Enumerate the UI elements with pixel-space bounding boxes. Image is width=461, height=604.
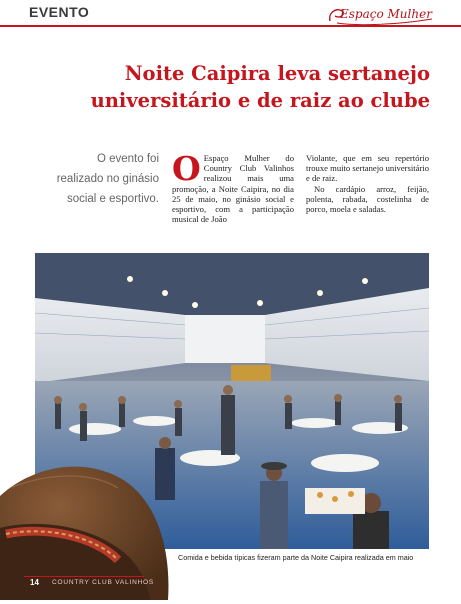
body-paragraph-3: No cardápio arroz, feijão, polenta, rabada, costelinha de porco, moela e saladas. [306, 183, 429, 215]
logo-text: Espaço Mulher [340, 7, 432, 21]
headline-line-2: universitário e de raiz ao clube [90, 89, 430, 112]
photo-caption: Comida e bebida típicas fizeram parte da Noite Caipira realizada em maio [178, 553, 414, 562]
lead-line-2: realizado no ginásio [56, 173, 159, 185]
drop-cap: O [172, 149, 201, 188]
body-paragraph-2: Violante, que em seu repertório trouxe muito sertanejo universitário e de raiz. [306, 153, 429, 184]
magazine-name: COUNTRY CLUB VALINHOS [52, 579, 155, 586]
cowboy-hat-image [0, 448, 172, 600]
body-column-1 [172, 149, 294, 225]
footer-rule [24, 576, 144, 577]
headline-line-1: Noite Caipira leva sertanejo [124, 62, 430, 85]
lead-line-3: social e esportivo. [66, 193, 159, 205]
article-headline [30, 60, 430, 114]
body-paragraph-1: Espaço Mulher do Country Club Valinhos realizou mais uma promoção, a Noite Caipira, no dia 25 de maio, no ginásio social e esportivo, com a participação musical de João [172, 153, 294, 225]
espaco-mulher-logo [326, 4, 436, 26]
hat-icon [0, 448, 172, 600]
body-column-2 [306, 153, 429, 214]
lead-line-1: O evento foi [96, 153, 159, 165]
lead-text [32, 149, 159, 209]
page-number: 14 [30, 578, 39, 587]
section-label: EVENTO [29, 4, 90, 20]
